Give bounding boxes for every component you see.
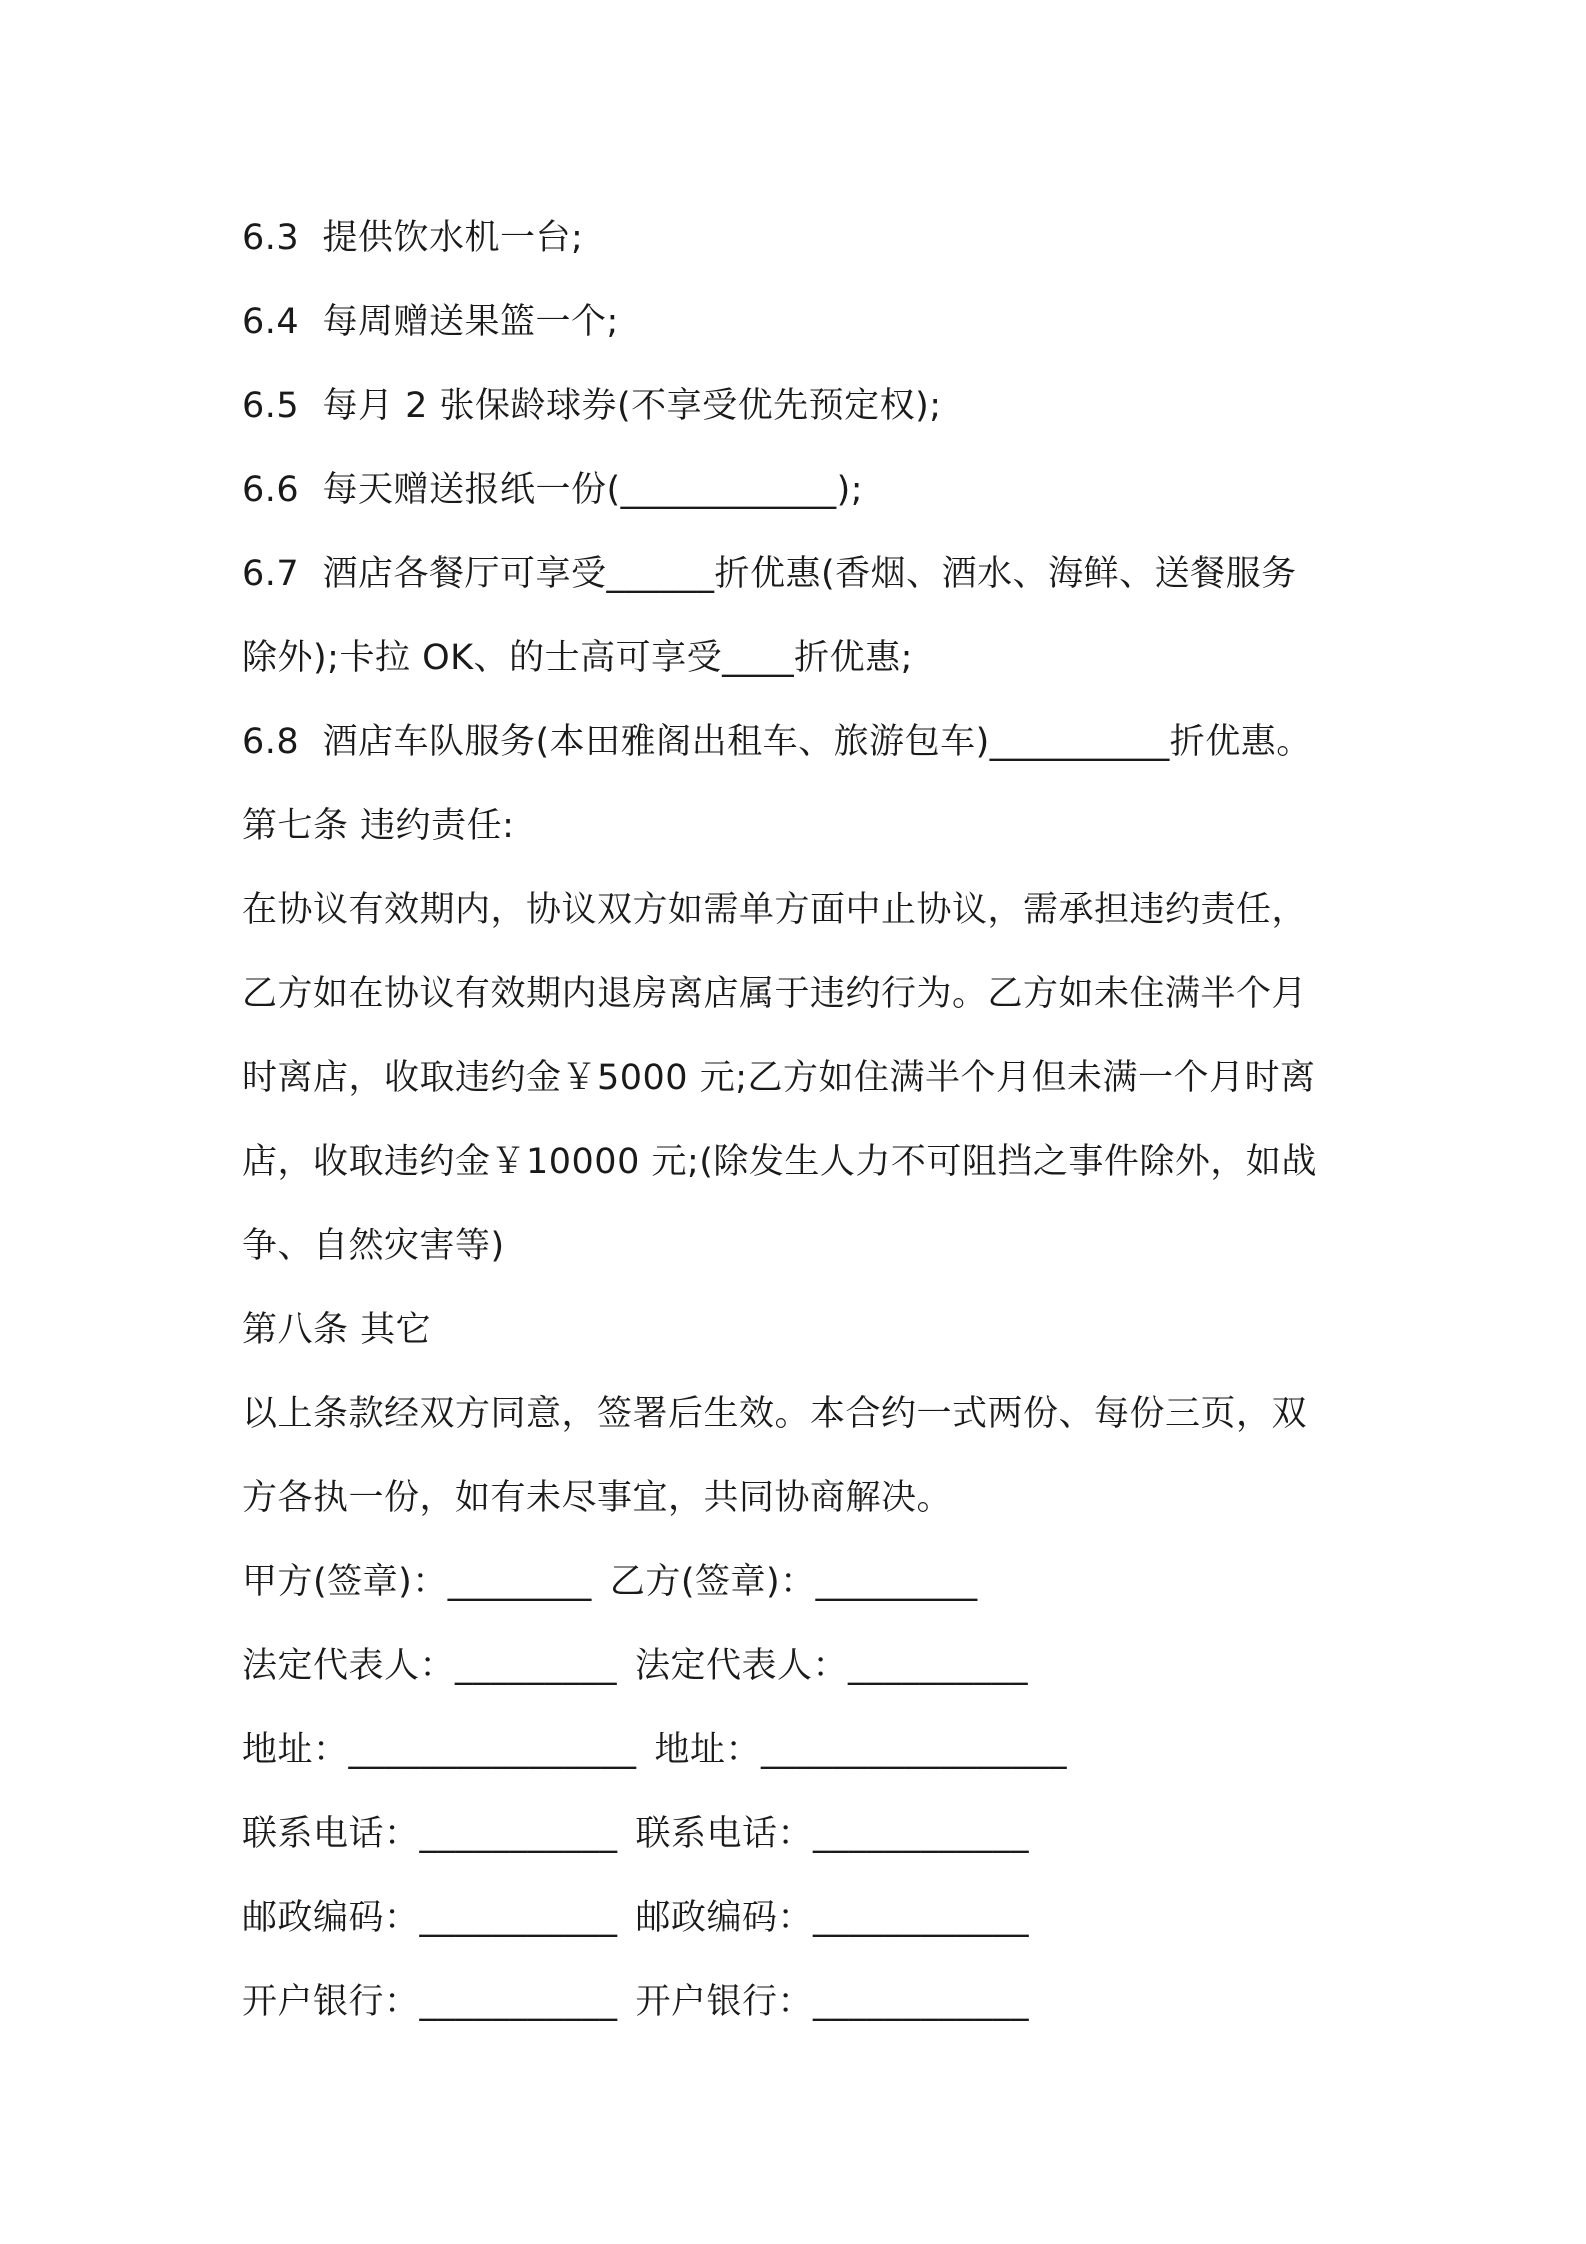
- clause-6-3: [242, 196, 1362, 280]
- party-b-address-field: 地址：_________________: [654, 1730, 1068, 1770]
- article-7-paragraph-line: 乙方如在协议有效期内退房离店属于违约行为。乙方如未住满半个月: [242, 974, 1308, 1014]
- clause-6-5: [242, 364, 1362, 448]
- party-a-seal-field: 甲方(签章)：________: [242, 1562, 592, 1602]
- clause-number: 6.4: [242, 302, 300, 342]
- clause-number: 6.5: [242, 386, 300, 426]
- article-7-paragraph-line: 在协议有效期内，协议双方如需单方面中止协议，需承担违约责任，: [242, 890, 1308, 930]
- clause-text: 每天赠送报纸一份(____________);: [322, 470, 864, 510]
- article-7-paragraph-line: 店，收取违约金￥10000 元;(除发生人力不可阻挡之事件除外，如战: [242, 1142, 1317, 1182]
- party-a-legal-rep-field: 法定代表人：_________: [242, 1646, 618, 1686]
- party-b-seal-field: 乙方(签章)：_________: [609, 1562, 978, 1602]
- article-7-paragraph-line: 争、自然灾害等): [242, 1226, 505, 1266]
- party-a-postcode-field: 邮政编码：___________: [242, 1898, 618, 1938]
- clause-number: 6.6: [242, 470, 300, 510]
- document-body: [242, 196, 1362, 2044]
- party-a-address-field: 地址：________________: [242, 1730, 637, 1770]
- clause-6-7-continuation: [242, 616, 1362, 700]
- clause-number: 6.8: [242, 722, 300, 762]
- party-b-postcode-field: 邮政编码：____________: [635, 1898, 1030, 1938]
- clause-text: 每月 2 张保龄球券(不享受优先预定权);: [322, 386, 942, 426]
- clause-text: 酒店车队服务(本田雅阁出租车、旅游包车)__________折优惠。: [322, 722, 1312, 762]
- signature-row-bank: [242, 1960, 1362, 2044]
- signature-row-seal: [242, 1540, 1362, 1624]
- party-a-phone-field: 联系电话：___________: [242, 1814, 618, 1854]
- party-b-phone-field: 联系电话：____________: [635, 1814, 1030, 1854]
- article-8-paragraph-line: 方各执一份，如有未尽事宜，共同协商解决。: [242, 1478, 953, 1518]
- clause-text: 酒店各餐厅可享受______折优惠(香烟、酒水、海鲜、送餐服务: [322, 554, 1297, 594]
- signature-row-legal-rep: [242, 1624, 1362, 1708]
- clause-number: 6.3: [242, 218, 300, 258]
- clause-6-8: [242, 700, 1362, 784]
- party-a-bank-field: 开户银行：___________: [242, 1982, 618, 2022]
- article-8-paragraph-line: 以上条款经双方同意，签署后生效。本合约一式两份、每份三页，双: [242, 1394, 1308, 1434]
- clause-6-6: [242, 448, 1362, 532]
- signature-row-phone: [242, 1792, 1362, 1876]
- signature-row-postcode: [242, 1876, 1362, 1960]
- article-7-heading: 第七条 违约责任:: [242, 806, 515, 846]
- clause-text: 除外);卡拉 OK、的士高可享受____折优惠;: [242, 638, 913, 678]
- clause-6-7: [242, 532, 1362, 616]
- article-8-heading: 第八条 其它: [242, 1310, 432, 1350]
- article-7-paragraph-line: 时离店，收取违约金￥5000 元;乙方如住满半个月但未满一个月时离: [242, 1058, 1316, 1098]
- clause-6-4: [242, 280, 1362, 364]
- clause-number: 6.7: [242, 554, 300, 594]
- party-b-bank-field: 开户银行：____________: [635, 1982, 1030, 2022]
- clause-text: 每周赠送果篮一个;: [322, 302, 619, 342]
- clause-text: 提供饮水机一台;: [322, 218, 584, 258]
- party-b-legal-rep-field: 法定代表人：__________: [635, 1646, 1029, 1686]
- signature-row-address: [242, 1708, 1362, 1792]
